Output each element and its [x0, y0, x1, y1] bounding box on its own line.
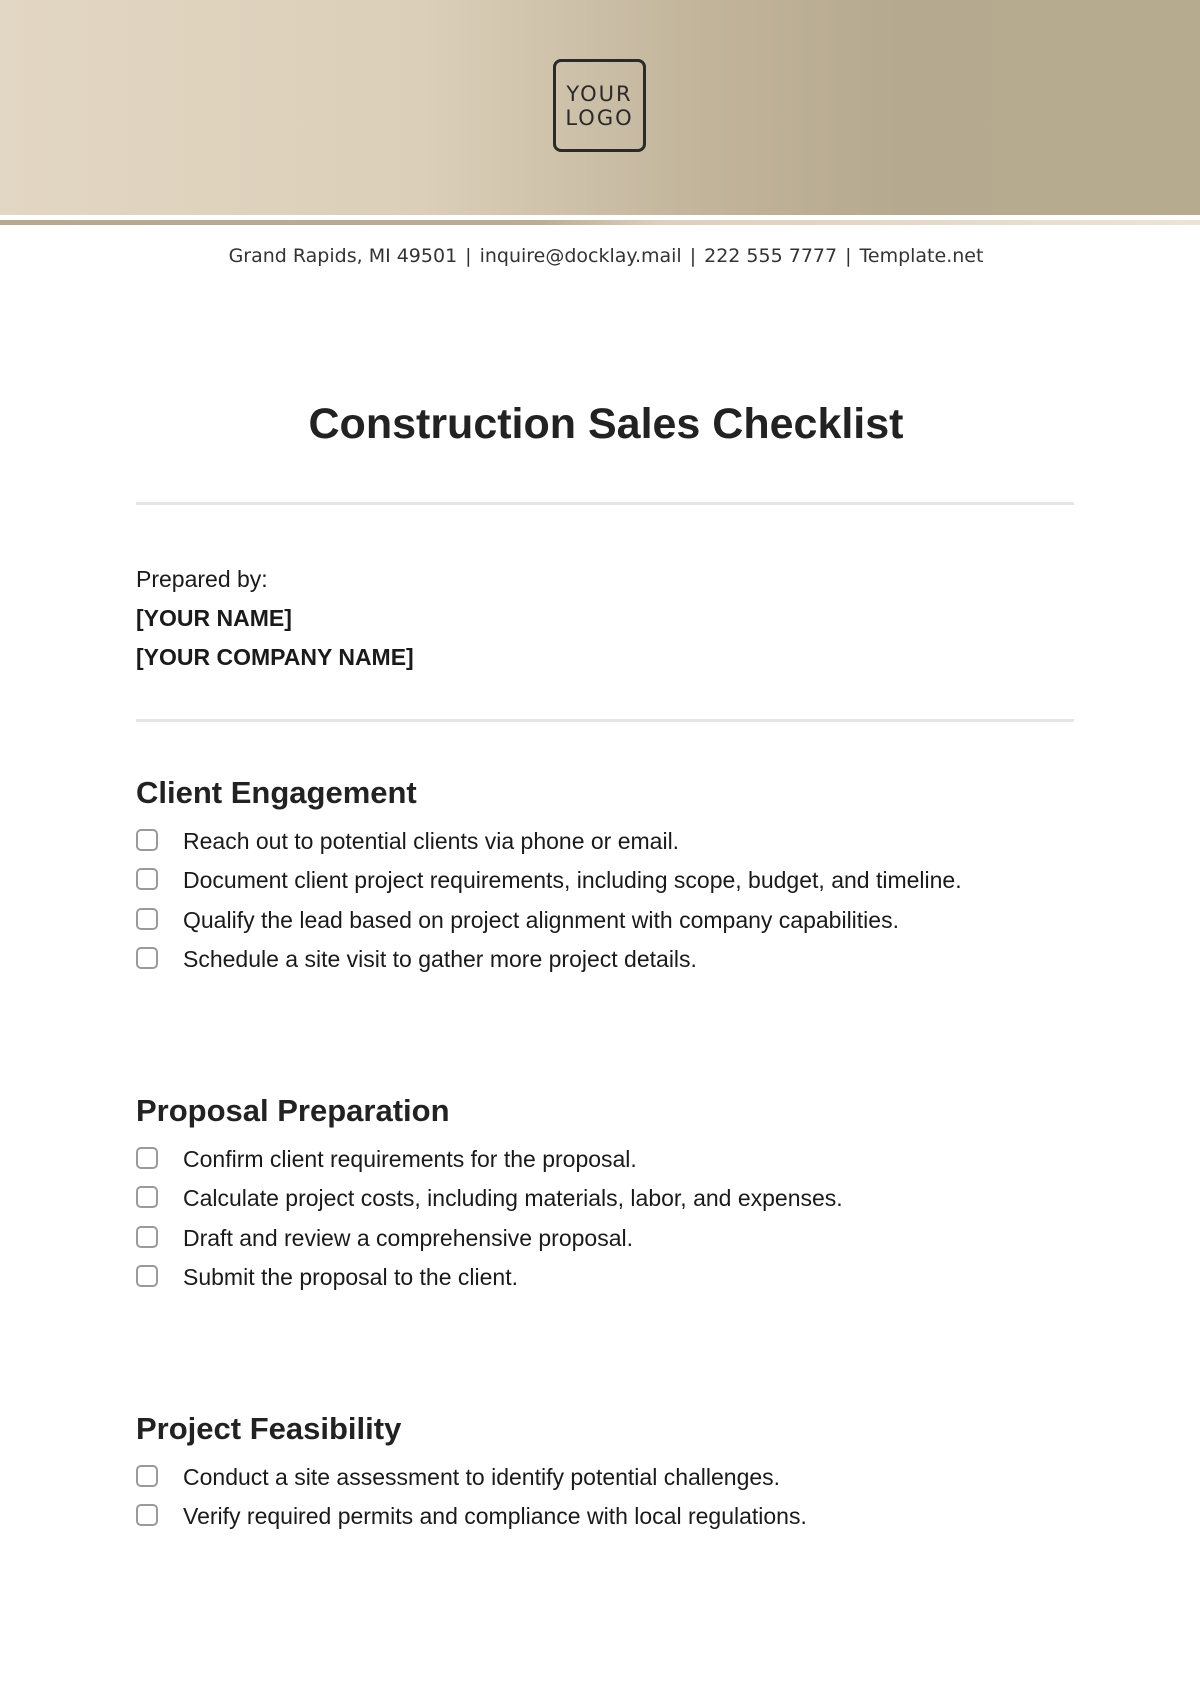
contact-separator: | — [465, 245, 472, 267]
prepared-by-name: [YOUR NAME] — [136, 605, 292, 631]
prepared-by-block — [136, 560, 414, 677]
checklist — [136, 1463, 1074, 1542]
checklist-item — [136, 906, 1074, 945]
checklist-item-text: Draft and review a comprehensive proposal. — [183, 1224, 634, 1251]
checklist-item-text: Conduct a site assessment to identify potential challenges. — [183, 1464, 781, 1490]
checkbox[interactable] — [136, 1504, 158, 1526]
checkbox[interactable] — [136, 868, 158, 890]
company-logo — [553, 59, 646, 152]
checkbox[interactable] — [136, 947, 158, 969]
checklist-item-text: Qualify the lead based on project alignment with company capabilities. — [183, 906, 899, 933]
contact-separator: | — [845, 245, 852, 267]
contact-bar — [0, 245, 1200, 267]
checklist-item-text: Confirm client requirements for the proposal. — [183, 1146, 637, 1172]
title-divider — [136, 502, 1074, 505]
prepared-divider — [136, 719, 1074, 722]
section-heading: Project Feasibility — [136, 1411, 402, 1446]
checklist-item — [136, 827, 1074, 866]
checklist-item — [136, 1463, 1074, 1502]
checklist-item — [136, 1224, 1074, 1263]
section-client-engagement — [136, 773, 1074, 985]
checklist-item — [136, 945, 1074, 984]
checklist-item-text: Document client project requirements, including scope, budget, and timeline. — [183, 867, 962, 894]
checklist-item — [136, 1184, 1074, 1223]
contact-email: inquire@docklay.mail — [479, 245, 682, 267]
section-project-feasibility — [136, 1409, 1074, 1542]
checklist-item — [136, 1263, 1074, 1302]
prepared-by-label: Prepared by: — [136, 566, 268, 592]
contact-phone: 222 555 7777 — [704, 245, 838, 267]
section-heading: Client Engagement — [136, 775, 417, 810]
checklist-item — [136, 866, 1074, 905]
section-proposal-preparation — [136, 1091, 1074, 1303]
logo-text-line2: LOGO — [565, 105, 634, 130]
checklist-item — [136, 1502, 1074, 1541]
header-rule — [0, 220, 1200, 225]
checkbox[interactable] — [136, 1265, 158, 1287]
checkbox[interactable] — [136, 1186, 158, 1208]
checkbox[interactable] — [136, 908, 158, 930]
contact-website: Template.net — [859, 245, 984, 267]
checklist-item-text: Verify required permits and compliance with local regulations. — [183, 1503, 807, 1530]
checklist-item — [136, 1145, 1074, 1184]
contact-address: Grand Rapids, MI 49501 — [228, 245, 458, 267]
checklist-item-text: Reach out to potential clients via phone or email. — [183, 828, 680, 854]
page-title: Construction Sales Checklist — [308, 400, 904, 448]
logo-text-line1: YOUR — [566, 81, 633, 106]
checklist-item-text: Submit the proposal to the client. — [183, 1264, 518, 1291]
contact-separator: | — [689, 245, 697, 267]
checkbox[interactable] — [136, 1465, 158, 1487]
prepared-by-company: [YOUR COMPANY NAME] — [136, 644, 414, 670]
checklist — [136, 827, 1074, 985]
checklist-item-text: Schedule a site visit to gather more project details. — [183, 946, 697, 973]
checkbox[interactable] — [136, 1147, 158, 1169]
checklist-item-text: Calculate project costs, including materials, labor, and expenses. — [183, 1185, 843, 1212]
checkbox[interactable] — [136, 829, 158, 851]
section-heading: Proposal Preparation — [136, 1093, 450, 1128]
checkbox[interactable] — [136, 1226, 158, 1248]
checklist — [136, 1145, 1074, 1303]
